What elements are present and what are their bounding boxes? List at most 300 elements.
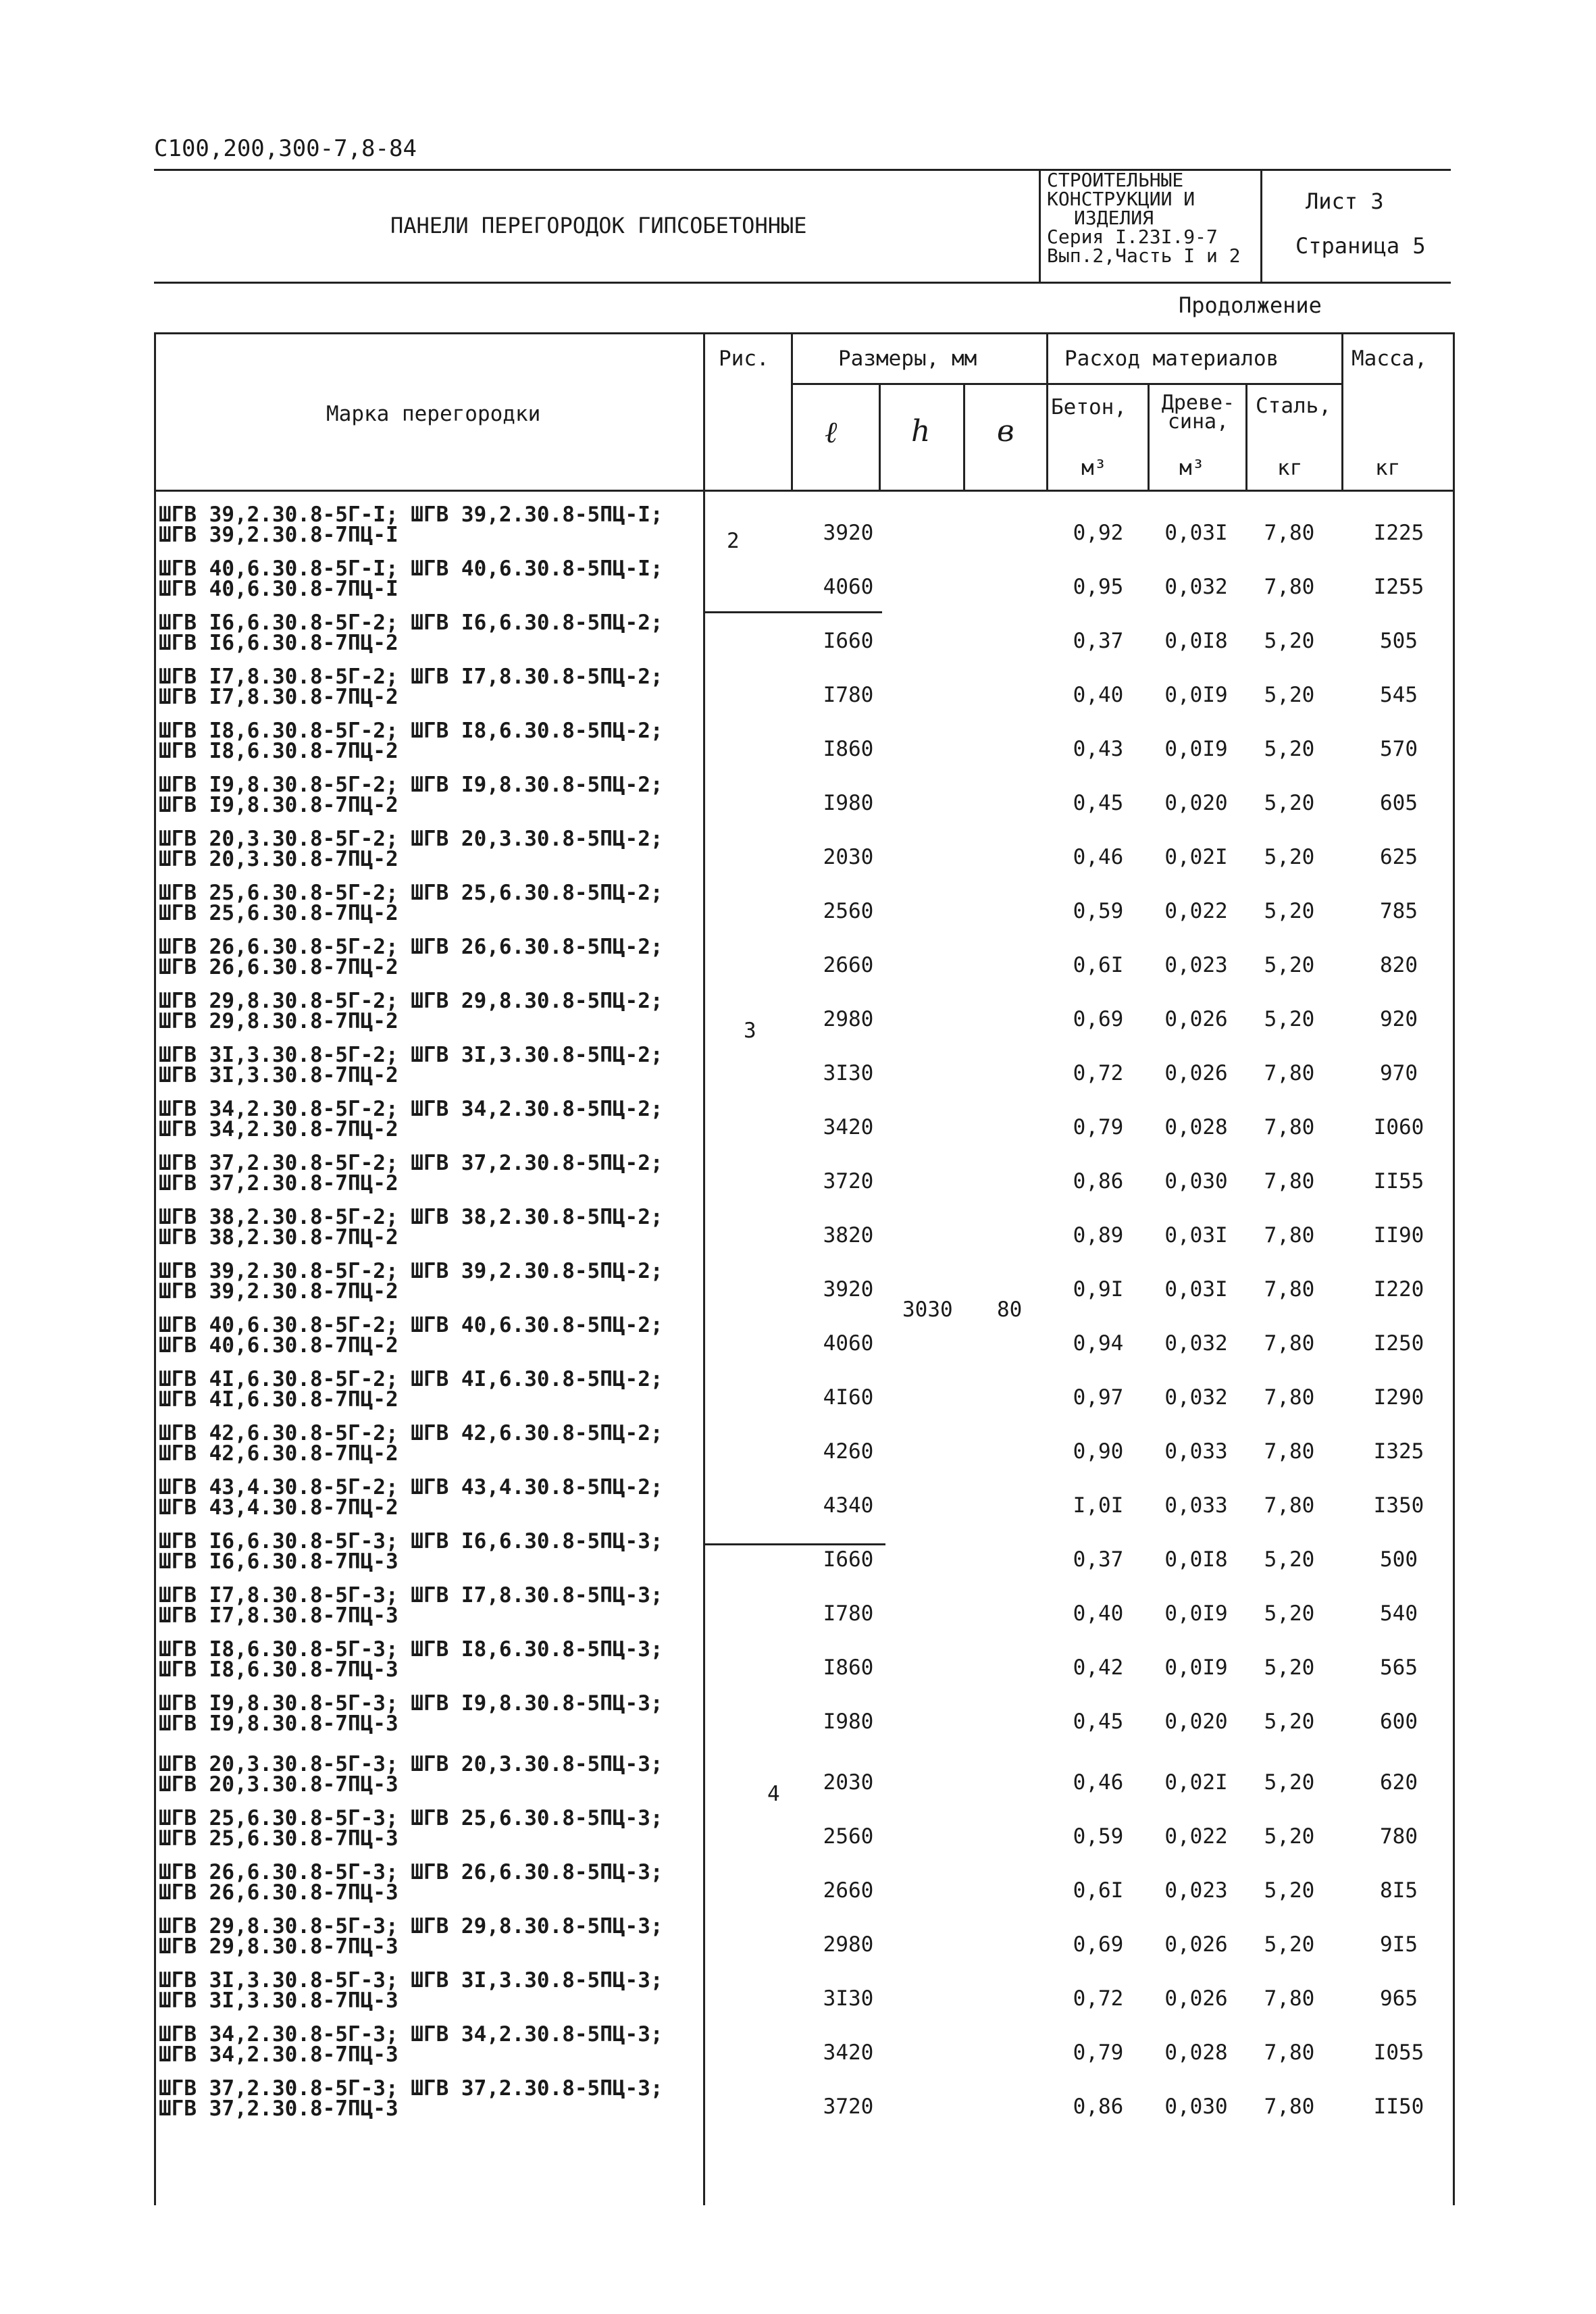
title-divider xyxy=(1039,171,1041,282)
panel-mark xyxy=(159,775,663,815)
wood-cell: 0,02I xyxy=(1164,845,1228,869)
panel-mark-line: ШГВ 29,8.30.8-5Г-2; ШГВ 29,8.30.8-5ПЦ-2; xyxy=(159,989,663,1013)
table-row xyxy=(156,935,1453,989)
table-row xyxy=(156,1753,1453,1807)
wood-cell: 0,026 xyxy=(1164,1986,1228,2011)
mass-cell: 8I5 xyxy=(1380,1878,1418,1903)
concrete-cell: 0,59 xyxy=(1073,899,1124,923)
panel-mark-line: ШГВ 25,6.30.8-5Г-2; ШГВ 25,6.30.8-5ПЦ-2; xyxy=(159,881,663,905)
length-cell: 3720 xyxy=(823,1169,874,1193)
mass-cell: I255 xyxy=(1373,575,1424,599)
common-height: 3030 xyxy=(902,1297,953,1322)
concrete-cell: 0,40 xyxy=(1073,1601,1124,1626)
concrete-cell: 0,69 xyxy=(1073,1007,1124,1031)
table-row xyxy=(156,1915,1453,1969)
panel-mark xyxy=(159,505,663,545)
panel-mark-line: ШГВ 3I,3.30.8-7ПЦ-2 xyxy=(159,1063,398,1087)
length-cell: I860 xyxy=(823,737,874,761)
length-cell: 3I30 xyxy=(823,1986,874,2011)
panel-mark-line: ШГВ 26,6.30.8-5Г-2; ШГВ 26,6.30.8-5ПЦ-2; xyxy=(159,935,663,959)
sheet-number: Лист 3 xyxy=(1306,188,1384,214)
steel-cell: 5,20 xyxy=(1264,1878,1315,1903)
length-cell: I780 xyxy=(823,1601,874,1626)
length-cell: 2660 xyxy=(823,953,874,977)
wood-cell: 0,0I8 xyxy=(1164,629,1228,653)
panel-mark-line: ШГВ 39,2.30.8-7ПЦ-I xyxy=(159,523,398,547)
panel-mark xyxy=(159,1315,663,1356)
table-row xyxy=(156,1692,1453,1746)
concrete-cell: 0,79 xyxy=(1073,2040,1124,2065)
concrete-cell: 0,72 xyxy=(1073,1061,1124,1085)
mass-cell: 545 xyxy=(1380,683,1418,707)
mass-cell: 500 xyxy=(1380,1547,1418,1572)
figure-number: 2 xyxy=(727,529,740,553)
panel-mark-line: ШГВ 39,2.30.8-5Г-2; ШГВ 39,2.30.8-5ПЦ-2; xyxy=(159,1259,663,1283)
panel-mark-line: ШГВ 38,2.30.8-7ПЦ-2 xyxy=(159,1225,398,1250)
wood-cell: 0,023 xyxy=(1164,1878,1228,1903)
panel-mark-line: ШГВ I9,8.30.8-5Г-3; ШГВ I9,8.30.8-5ПЦ-3; xyxy=(159,1691,663,1716)
header-mass: Масса, xyxy=(1352,346,1427,371)
table-row xyxy=(156,1368,1453,1422)
panel-mark-line: ШГВ 25,6.30.8-5Г-3; ШГВ 25,6.30.8-5ПЦ-3; xyxy=(159,1806,663,1830)
panel-mark xyxy=(159,1970,663,2011)
steel-cell: 7,80 xyxy=(1264,521,1315,545)
panel-mark xyxy=(159,1531,663,1572)
series-info xyxy=(1047,171,1260,265)
header-length: ℓ xyxy=(825,415,838,450)
steel-cell: 7,80 xyxy=(1264,1277,1315,1302)
concrete-cell: 0,43 xyxy=(1073,737,1124,761)
mass-cell: I055 xyxy=(1373,2040,1424,2065)
length-cell: 4060 xyxy=(823,1331,874,1356)
mass-cell: I290 xyxy=(1373,1385,1424,1410)
panel-mark xyxy=(159,1045,663,1085)
mass-cell: 570 xyxy=(1380,737,1418,761)
wood-cell: 0,026 xyxy=(1164,1007,1228,1031)
length-cell: 3720 xyxy=(823,2094,874,2119)
header-figure: Рис. xyxy=(719,346,769,371)
unit-kg-mass: кг xyxy=(1375,456,1401,480)
concrete-cell: 0,95 xyxy=(1073,575,1124,599)
panel-mark-line: ШГВ 37,2.30.8-7ПЦ-3 xyxy=(159,2097,398,2121)
length-cell: 3920 xyxy=(823,1277,874,1302)
table-row xyxy=(156,557,1453,611)
wood-cell: 0,0I9 xyxy=(1164,737,1228,761)
steel-cell: 7,80 xyxy=(1264,1223,1315,1248)
panel-mark xyxy=(159,1261,663,1302)
page-number: Страница 5 xyxy=(1295,233,1426,259)
table-row xyxy=(156,1969,1453,2023)
title-divider xyxy=(1260,171,1262,282)
mass-cell: 600 xyxy=(1380,1709,1418,1734)
col-divider xyxy=(1046,334,1048,490)
length-cell: I860 xyxy=(823,1655,874,1680)
panel-mark-line: ШГВ 4I,6.30.8-7ПЦ-2 xyxy=(159,1387,398,1412)
panel-mark-line: ШГВ 29,8.30.8-7ПЦ-2 xyxy=(159,1009,398,1033)
wood-cell: 0,033 xyxy=(1164,1439,1228,1464)
concrete-cell: 0,97 xyxy=(1073,1385,1124,1410)
panel-mark xyxy=(159,613,663,653)
steel-cell: 5,20 xyxy=(1264,791,1315,815)
panel-mark-line: ШГВ I7,8.30.8-7ПЦ-2 xyxy=(159,685,398,709)
concrete-cell: 0,59 xyxy=(1073,1824,1124,1849)
table-row xyxy=(156,1584,1453,1638)
mass-cell: I350 xyxy=(1373,1493,1424,1518)
panel-mark-line: ШГВ 42,6.30.8-7ПЦ-2 xyxy=(159,1441,398,1466)
panel-mark xyxy=(159,1693,663,1734)
concrete-cell: 0,69 xyxy=(1073,1932,1124,1957)
panel-mark xyxy=(159,1153,663,1193)
panel-mark-line: ШГВ 40,6.30.8-5Г-I; ШГВ 40,6.30.8-5ПЦ-I; xyxy=(159,557,663,581)
header-materials: Расход материалов xyxy=(1064,346,1279,371)
panel-mark-line: ШГВ 20,3.30.8-5Г-3; ШГВ 20,3.30.8-5ПЦ-3; xyxy=(159,1752,663,1776)
steel-cell: 7,80 xyxy=(1264,1061,1315,1085)
panel-mark-line: ШГВ I6,6.30.8-7ПЦ-2 xyxy=(159,631,398,655)
panel-mark-line: ШГВ 37,2.30.8-7ПЦ-2 xyxy=(159,1171,398,1195)
panel-mark-line: ШГВ 29,8.30.8-5Г-3; ШГВ 29,8.30.8-5ПЦ-3; xyxy=(159,1914,663,1938)
panel-mark-line: ШГВ I6,6.30.8-5Г-2; ШГВ I6,6.30.8-5ПЦ-2; xyxy=(159,611,663,635)
concrete-cell: 0,6I xyxy=(1073,953,1124,977)
panel-mark xyxy=(159,829,663,869)
wood-cell: 0,023 xyxy=(1164,953,1228,977)
length-cell: 2660 xyxy=(823,1878,874,1903)
steel-cell: 7,80 xyxy=(1264,2094,1315,2119)
concrete-cell: 0,79 xyxy=(1073,1115,1124,1139)
panel-mark-line: ШГВ 29,8.30.8-7ПЦ-3 xyxy=(159,1934,398,1959)
panel-mark xyxy=(159,1099,663,1139)
mass-cell: I250 xyxy=(1373,1331,1424,1356)
length-cell: 2980 xyxy=(823,1932,874,1957)
panel-mark-line: ШГВ 38,2.30.8-5Г-2; ШГВ 38,2.30.8-5ПЦ-2; xyxy=(159,1205,663,1229)
wood-cell: 0,033 xyxy=(1164,1493,1228,1518)
wood-cell: 0,020 xyxy=(1164,791,1228,815)
steel-cell: 5,20 xyxy=(1264,1824,1315,1849)
mass-cell: 505 xyxy=(1380,629,1418,653)
steel-cell: 5,20 xyxy=(1264,629,1315,653)
series-line: СТРОИТЕЛЬНЫЕ xyxy=(1047,169,1184,191)
mass-cell: 785 xyxy=(1380,899,1418,923)
panel-mark-line: ШГВ 34,2.30.8-5Г-3; ШГВ 34,2.30.8-5ПЦ-3; xyxy=(159,2022,663,2047)
wood-cell: 0,022 xyxy=(1164,899,1228,923)
panel-mark xyxy=(159,1207,663,1248)
steel-cell: 7,80 xyxy=(1264,1493,1315,1518)
steel-cell: 5,20 xyxy=(1264,1655,1315,1680)
steel-cell: 5,20 xyxy=(1264,1601,1315,1626)
table-row xyxy=(156,1530,1453,1584)
panel-mark xyxy=(159,1639,663,1680)
length-cell: 4260 xyxy=(823,1439,874,1464)
table-row xyxy=(156,1206,1453,1260)
panel-mark-line: ШГВ 40,6.30.8-7ПЦ-2 xyxy=(159,1333,398,1358)
panel-mark-line: ШГВ 4I,6.30.8-5Г-2; ШГВ 4I,6.30.8-5ПЦ-2; xyxy=(159,1367,663,1391)
wood-cell: 0,028 xyxy=(1164,1115,1228,1139)
length-cell: 2030 xyxy=(823,1770,874,1795)
wood-cell: 0,032 xyxy=(1164,1385,1228,1410)
panel-mark-line: ШГВ I7,8.30.8-5Г-2; ШГВ I7,8.30.8-5ПЦ-2; xyxy=(159,665,663,689)
header-bottom-line xyxy=(156,490,1453,492)
concrete-cell: 0,42 xyxy=(1073,1655,1124,1680)
header-divider xyxy=(791,383,1341,385)
panel-mark-line: ШГВ 34,2.30.8-5Г-2; ШГВ 34,2.30.8-5ПЦ-2; xyxy=(159,1097,663,1121)
table-row xyxy=(156,1638,1453,1692)
header-wood-line: Древе- xyxy=(1161,391,1235,415)
panel-mark-line: ШГВ 20,3.30.8-7ПЦ-2 xyxy=(159,847,398,871)
length-cell: 4060 xyxy=(823,575,874,599)
mass-cell: 620 xyxy=(1380,1770,1418,1795)
series-line: ИЗДЕЛИЯ xyxy=(1074,207,1154,229)
steel-cell: 7,80 xyxy=(1264,2040,1315,2065)
mass-cell: 625 xyxy=(1380,845,1418,869)
steel-cell: 5,20 xyxy=(1264,899,1315,923)
panel-mark xyxy=(159,559,663,599)
panel-mark-line: ШГВ 20,3.30.8-7ПЦ-3 xyxy=(159,1772,398,1797)
panel-mark-line: ШГВ 3I,3.30.8-5Г-2; ШГВ 3I,3.30.8-5ПЦ-2; xyxy=(159,1043,663,1067)
steel-cell: 5,20 xyxy=(1264,1007,1315,1031)
panel-mark-line: ШГВ 26,6.30.8-7ПЦ-2 xyxy=(159,955,398,979)
steel-cell: 5,20 xyxy=(1264,683,1315,707)
panel-mark-line: ШГВ I6,6.30.8-7ПЦ-3 xyxy=(159,1549,398,1574)
mass-cell: 965 xyxy=(1380,1986,1418,2011)
panel-mark-line: ШГВ I8,6.30.8-7ПЦ-3 xyxy=(159,1657,398,1682)
continuation-label: Продолжение xyxy=(1179,292,1322,318)
panel-mark-line: ШГВ 26,6.30.8-5Г-3; ШГВ 26,6.30.8-5ПЦ-3; xyxy=(159,1860,663,1884)
wood-cell: 0,028 xyxy=(1164,2040,1228,2065)
col-divider xyxy=(879,383,881,490)
panel-mark-line: ШГВ 43,4.30.8-7ПЦ-2 xyxy=(159,1495,398,1520)
length-cell: I660 xyxy=(823,629,874,653)
wood-cell: 0,03I xyxy=(1164,521,1228,545)
mass-cell: 9I5 xyxy=(1380,1932,1418,1957)
panel-mark-line: ШГВ 25,6.30.8-7ПЦ-3 xyxy=(159,1826,398,1851)
length-cell: 3I30 xyxy=(823,1061,874,1085)
table-row xyxy=(156,1044,1453,1098)
panel-mark-line: ШГВ I9,8.30.8-7ПЦ-2 xyxy=(159,793,398,817)
mass-cell: II50 xyxy=(1373,2094,1424,2119)
series-line: Вып.2,Часть I и 2 xyxy=(1047,245,1241,267)
data-table xyxy=(154,332,1455,2205)
wood-cell: 0,020 xyxy=(1164,1709,1228,1734)
length-cell: 3420 xyxy=(823,1115,874,1139)
panel-mark-line: ШГВ 20,3.30.8-5Г-2; ШГВ 20,3.30.8-5ПЦ-2; xyxy=(159,827,663,851)
col-divider xyxy=(1148,383,1150,490)
table-row xyxy=(156,1098,1453,1152)
mass-cell: 605 xyxy=(1380,791,1418,815)
table-row xyxy=(156,1260,1453,1314)
panel-mark-line: ШГВ I8,6.30.8-7ПЦ-2 xyxy=(159,739,398,763)
panel-mark xyxy=(159,883,663,923)
unit-m3-concrete: м³ xyxy=(1081,456,1107,480)
steel-cell: 5,20 xyxy=(1264,1709,1315,1734)
panel-mark xyxy=(159,1916,663,1957)
wood-cell: 0,02I xyxy=(1164,1770,1228,1795)
wood-cell: 0,03I xyxy=(1164,1277,1228,1302)
table-row xyxy=(156,1314,1453,1368)
title-block xyxy=(154,169,1451,284)
concrete-cell: 0,92 xyxy=(1073,521,1124,545)
steel-cell: 5,20 xyxy=(1264,1770,1315,1795)
header-steel: Сталь, xyxy=(1256,394,1331,418)
panel-mark-line: ШГВ 40,6.30.8-5Г-2; ШГВ 40,6.30.8-5ПЦ-2; xyxy=(159,1313,663,1337)
header-height: h xyxy=(911,414,931,448)
table-row xyxy=(156,1476,1453,1530)
panel-mark-line: ШГВ 39,2.30.8-7ПЦ-2 xyxy=(159,1279,398,1304)
steel-cell: 7,80 xyxy=(1264,1115,1315,1139)
col-divider xyxy=(963,383,965,490)
table-row xyxy=(156,1422,1453,1476)
wood-cell: 0,030 xyxy=(1164,1169,1228,1193)
table-row xyxy=(156,503,1453,557)
mass-cell: 780 xyxy=(1380,1824,1418,1849)
concrete-cell: 0,6I xyxy=(1073,1878,1124,1903)
concrete-cell: 0,86 xyxy=(1073,2094,1124,2119)
panel-mark xyxy=(159,1369,663,1410)
steel-cell: 7,80 xyxy=(1264,1385,1315,1410)
concrete-cell: 0,90 xyxy=(1073,1439,1124,1464)
table-row xyxy=(156,1152,1453,1206)
wood-cell: 0,032 xyxy=(1164,1331,1228,1356)
mass-cell: II55 xyxy=(1373,1169,1424,1193)
steel-cell: 5,20 xyxy=(1264,845,1315,869)
wood-cell: 0,0I8 xyxy=(1164,1547,1228,1572)
panel-mark xyxy=(159,991,663,1031)
panel-mark xyxy=(159,2024,663,2065)
mass-cell: 920 xyxy=(1380,1007,1418,1031)
wood-cell: 0,026 xyxy=(1164,1932,1228,1957)
table-row xyxy=(156,881,1453,935)
panel-mark xyxy=(159,937,663,977)
wood-cell: 0,026 xyxy=(1164,1061,1228,1085)
panel-mark-line: ШГВ 34,2.30.8-7ПЦ-3 xyxy=(159,2042,398,2067)
header-dimensions: Размеры, мм xyxy=(838,346,977,371)
panel-mark-line: ШГВ 43,4.30.8-5Г-2; ШГВ 43,4.30.8-5ПЦ-2; xyxy=(159,1475,663,1499)
table-row xyxy=(156,611,1453,665)
table-row xyxy=(156,665,1453,719)
panel-mark xyxy=(159,1477,663,1518)
panel-mark-line: ШГВ 25,6.30.8-7ПЦ-2 xyxy=(159,901,398,925)
mass-cell: 540 xyxy=(1380,1601,1418,1626)
panel-mark-line: ШГВ I9,8.30.8-5Г-2; ШГВ I9,8.30.8-5ПЦ-2; xyxy=(159,773,663,797)
length-cell: 2980 xyxy=(823,1007,874,1031)
panel-mark-line: ШГВ I8,6.30.8-5Г-2; ШГВ I8,6.30.8-5ПЦ-2; xyxy=(159,719,663,743)
length-cell: 4I60 xyxy=(823,1385,874,1410)
steel-cell: 7,80 xyxy=(1264,1169,1315,1193)
steel-cell: 5,20 xyxy=(1264,737,1315,761)
steel-cell: 5,20 xyxy=(1264,1547,1315,1572)
steel-cell: 5,20 xyxy=(1264,1932,1315,1957)
unit-kg-steel: кг xyxy=(1277,456,1303,480)
panel-mark-line: ШГВ 39,2.30.8-5Г-I; ШГВ 39,2.30.8-5ПЦ-I; xyxy=(159,503,663,527)
concrete-cell: 0,86 xyxy=(1073,1169,1124,1193)
length-cell: 3420 xyxy=(823,2040,874,2065)
header-mark: Марка перегородки xyxy=(326,402,541,426)
steel-cell: 5,20 xyxy=(1264,953,1315,977)
panel-mark xyxy=(159,1585,663,1626)
col-divider xyxy=(1245,383,1247,490)
panel-mark xyxy=(159,1423,663,1464)
panel-mark-line: ШГВ 26,6.30.8-7ПЦ-3 xyxy=(159,1880,398,1905)
concrete-cell: 0,37 xyxy=(1073,629,1124,653)
col-divider xyxy=(791,334,793,490)
concrete-cell: 0,46 xyxy=(1073,1770,1124,1795)
concrete-cell: 0,45 xyxy=(1073,791,1124,815)
mass-cell: I060 xyxy=(1373,1115,1424,1139)
length-cell: 3820 xyxy=(823,1223,874,1248)
steel-cell: 7,80 xyxy=(1264,575,1315,599)
document-code: С100,200,300-7,8-84 xyxy=(154,135,417,162)
panel-mark-line: ШГВ 3I,3.30.8-7ПЦ-3 xyxy=(159,1988,398,2013)
length-cell: 2560 xyxy=(823,899,874,923)
wood-cell: 0,030 xyxy=(1164,2094,1228,2119)
series-line: КОНСТРУКЦИИ И xyxy=(1047,188,1195,210)
header-concrete: Бетон, xyxy=(1051,395,1127,419)
header-wood-line: сина, xyxy=(1167,410,1229,434)
concrete-cell: 0,89 xyxy=(1073,1223,1124,1248)
panel-mark-line: ШГВ 3I,3.30.8-5Г-3; ШГВ 3I,3.30.8-5ПЦ-3; xyxy=(159,1968,663,1992)
concrete-cell: 0,46 xyxy=(1073,845,1124,869)
figure-number: 4 xyxy=(767,1782,780,1806)
table-row xyxy=(156,1807,1453,1861)
length-cell: I980 xyxy=(823,791,874,815)
mass-cell: I325 xyxy=(1373,1439,1424,1464)
table-row xyxy=(156,827,1453,881)
concrete-cell: 0,72 xyxy=(1073,1986,1124,2011)
table-row xyxy=(156,2023,1453,2077)
concrete-cell: 0,40 xyxy=(1073,683,1124,707)
concrete-cell: 0,9I xyxy=(1073,1277,1124,1302)
mass-cell: I220 xyxy=(1373,1277,1424,1302)
table-row xyxy=(156,989,1453,1044)
panel-mark-line: ШГВ 40,6.30.8-7ПЦ-I xyxy=(159,577,398,601)
panel-mark-line: ШГВ 37,2.30.8-5Г-2; ШГВ 37,2.30.8-5ПЦ-2; xyxy=(159,1151,663,1175)
mass-cell: II90 xyxy=(1373,1223,1424,1248)
length-cell: 4340 xyxy=(823,1493,874,1518)
panel-mark xyxy=(159,667,663,707)
concrete-cell: 0,45 xyxy=(1073,1709,1124,1734)
length-cell: I780 xyxy=(823,683,874,707)
length-cell: 2030 xyxy=(823,845,874,869)
mass-cell: I225 xyxy=(1373,521,1424,545)
header-width: в xyxy=(997,414,1014,448)
wood-cell: 0,0I9 xyxy=(1164,683,1228,707)
panel-mark xyxy=(159,1862,663,1903)
panel-mark xyxy=(159,1754,663,1795)
length-cell: 2560 xyxy=(823,1824,874,1849)
mass-cell: 970 xyxy=(1380,1061,1418,1085)
table-row xyxy=(156,773,1453,827)
length-cell: 3920 xyxy=(823,521,874,545)
table-row xyxy=(156,719,1453,773)
table-row xyxy=(156,2077,1453,2131)
table-row xyxy=(156,1861,1453,1915)
panel-mark-line: ШГВ 42,6.30.8-5Г-2; ШГВ 42,6.30.8-5ПЦ-2; xyxy=(159,1421,663,1445)
unit-m3-wood: м³ xyxy=(1179,456,1205,480)
panel-mark-line: ШГВ I9,8.30.8-7ПЦ-3 xyxy=(159,1712,398,1736)
document-title: ПАНЕЛИ ПЕРЕГОРОДОК ГИПСОБЕТОННЫЕ xyxy=(390,213,807,238)
col-divider xyxy=(1341,334,1343,490)
steel-cell: 7,80 xyxy=(1264,1331,1315,1356)
panel-mark-line: ШГВ I6,6.30.8-5Г-3; ШГВ I6,6.30.8-5ПЦ-3; xyxy=(159,1529,663,1553)
steel-cell: 7,80 xyxy=(1264,1986,1315,2011)
common-width: 80 xyxy=(997,1297,1023,1322)
panel-mark-line: ШГВ 34,2.30.8-7ПЦ-2 xyxy=(159,1117,398,1141)
wood-cell: 0,022 xyxy=(1164,1824,1228,1849)
panel-mark-line: ШГВ 37,2.30.8-5Г-3; ШГВ 37,2.30.8-5ПЦ-3; xyxy=(159,2076,663,2101)
panel-mark-line: ШГВ I8,6.30.8-5Г-3; ШГВ I8,6.30.8-5ПЦ-3; xyxy=(159,1637,663,1662)
figure-number: 3 xyxy=(744,1019,756,1043)
panel-mark xyxy=(159,1808,663,1849)
concrete-cell: 0,94 xyxy=(1073,1331,1124,1356)
panel-mark-line: ШГВ I7,8.30.8-7ПЦ-3 xyxy=(159,1603,398,1628)
